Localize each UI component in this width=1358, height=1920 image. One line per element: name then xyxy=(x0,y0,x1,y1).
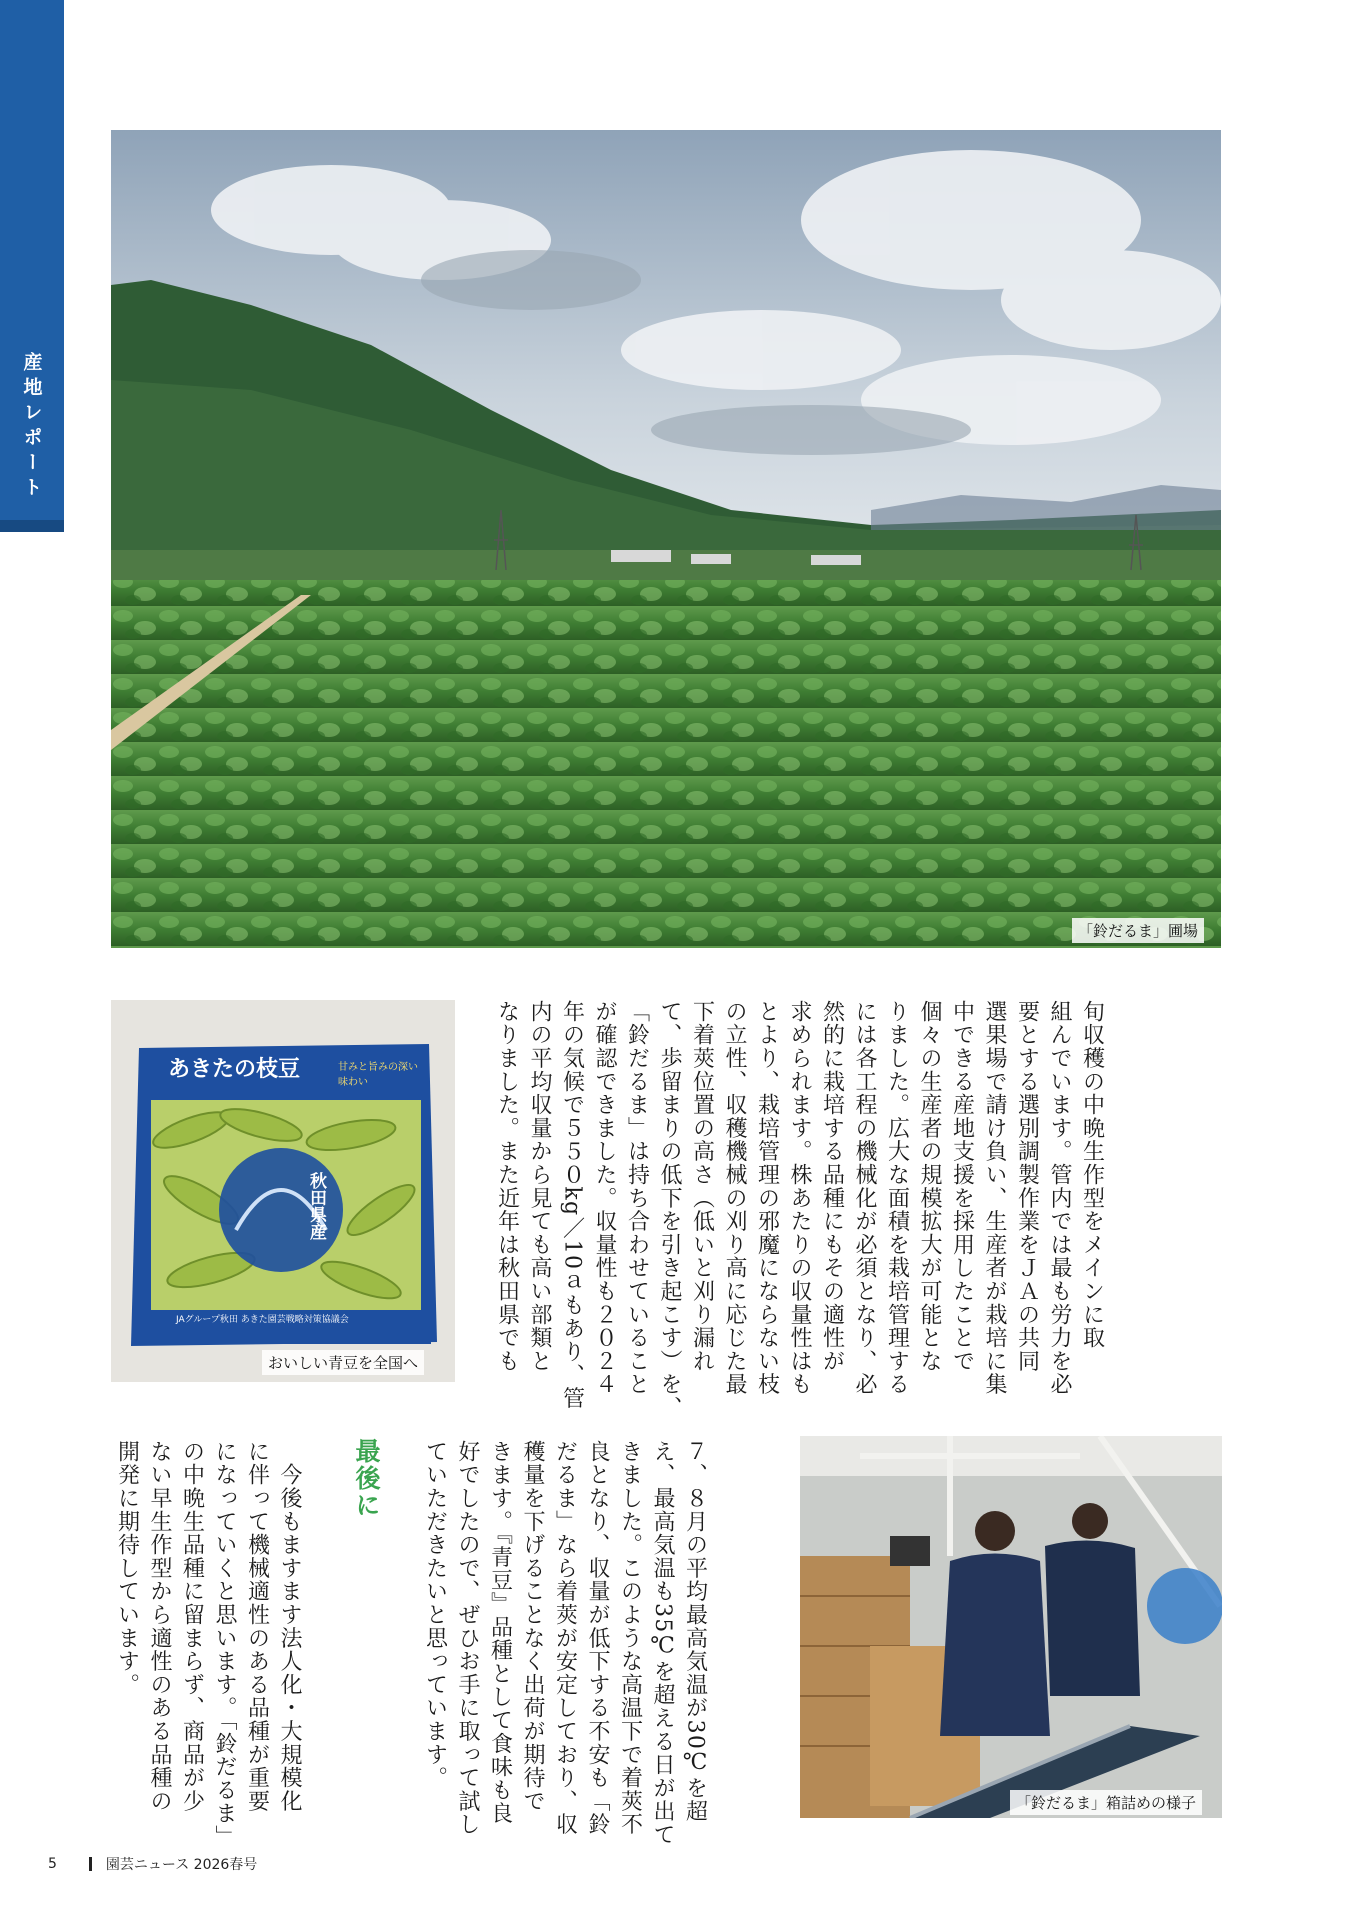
package-photo-caption: おいしい青豆を全国へ xyxy=(262,1350,424,1375)
closing-body: 今後もますます法人化・大規模化 に伴って機械適性のある品種が重要 になっていくと思います。「鈴だるま」 の中晩生品種に留まらず、商品が少 ない早生作型から適性のある品種の 開発に期待しています。 xyxy=(114,1440,302,1849)
body-text-middle: ７、８月の平均最高気温が30℃を超 え、最高気温も35℃を超える日が出て きました。このような高温下で着莢不 良となり、収量が低下する不安も「鈴 だるま」なら着莢が安定しており、収 穫量を下げることなく出荷が期待で きます。『青豆』品種として食味も良 好でしたので、ぜひお手に取って試し ていただきたいと思っています。 xyxy=(422,1440,708,1847)
section-heading: 最後に xyxy=(352,1438,381,1519)
field-photo-caption: 「鈴だるま」圃場 xyxy=(1072,918,1204,943)
footer-divider xyxy=(89,1857,92,1871)
package-badge: 秋田県産 xyxy=(306,1172,326,1240)
side-tab-divider xyxy=(0,520,64,532)
package-title: あきたの枝豆 xyxy=(168,1057,301,1082)
field-photo-image xyxy=(111,130,1221,948)
page-number: 5 xyxy=(48,1856,57,1872)
body-text-top: 旬収穫の中晩生作型をメインに取 組んでいます。管内では最も労力を必 要とする選別調製作業をＪＡの共同 選果場で請け負い、生産者が栽培に集 中できる産地支援を採用したことで 個々の生産者の規模拡大が可能とな りました。広大な面積を栽培管理する には各工程の機械化が必須となり、必 然的に栽培する品種にもその適性が 求められます。株あたりの収量性はも とより、栽培管理の邪魔にならない枝 の立性、収穫機械の刈り高に応じた最 下着莢位置の高さ（低いと刈り漏れ て、歩留まりの低下を引き起こす）を、 「鈴だるま」は持ち合わせていること が確認できました。収量性も２０２４ 年の気候で５５０kg／10ａもあり、管 内の平均収量から見ても高い部類と なりました。また近年は秋田県でも xyxy=(494,1000,1105,1420)
package-footer: JAグループ秋田 あきた園芸戦略対策協議会 xyxy=(176,1315,349,1325)
publication-name: 園芸ニュース 2026春号 xyxy=(105,1857,258,1873)
packing-photo xyxy=(800,1436,1222,1818)
package-subtitle: 甘みと旨みの深い味わい xyxy=(338,1062,418,1088)
field-photo xyxy=(111,130,1221,948)
section-label: 産地レポート xyxy=(20,352,43,502)
page-footer xyxy=(48,1854,257,1874)
packing-photo-image xyxy=(800,1436,1222,1818)
packing-photo-caption: 「鈴だるま」箱詰めの様子 xyxy=(1010,1790,1202,1815)
